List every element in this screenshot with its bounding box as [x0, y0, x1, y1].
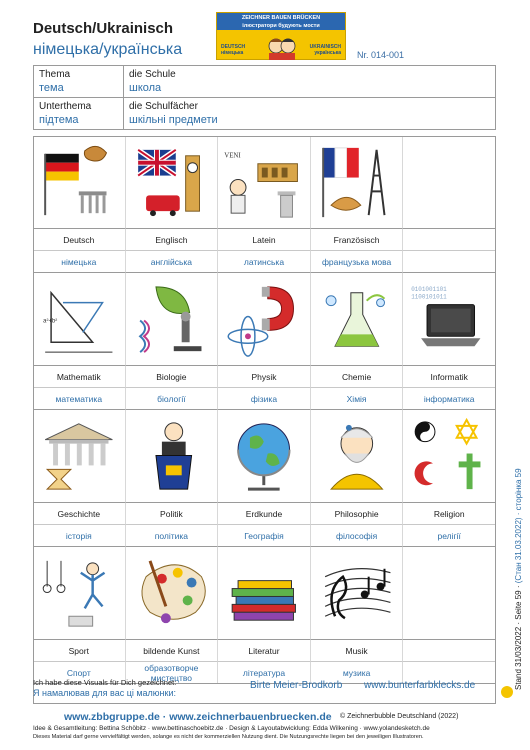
logo-right-label: UKRAINISCH українська [309, 44, 341, 56]
colosseum-column-icon [218, 136, 311, 229]
subject-label-uk: філософія [311, 525, 404, 547]
speaker-podium-icon-drawing [126, 410, 218, 502]
thema-value-uk: школа [129, 82, 162, 94]
speaker-podium-icon [126, 410, 219, 503]
gymnast-icon [33, 547, 126, 640]
subject-label-de: Religion [403, 503, 496, 525]
subject-row [33, 136, 496, 273]
usage-notice: Dieses Material darf gerne vervielfältigt werden, solange es nicht der kommerziellen Nutzung dient. Die Nutzungsrechte liegen bei den jeweiligen Illustratoren. [33, 734, 424, 740]
subject-label-uk: релігії [403, 525, 496, 547]
subject-card [218, 136, 311, 273]
germany-flag-icon-drawing [33, 136, 125, 228]
visuals-credit-uk: Я намалював для вас ці малюнки: [33, 688, 176, 698]
subject-label-uk: Спорт [33, 662, 126, 684]
subject-label-de: Sport [33, 640, 126, 662]
empty-picture-slot [403, 136, 496, 229]
copyright-notice: © Zeichnerbubble Deutschland (2022) [340, 713, 459, 720]
topic-table [33, 65, 496, 130]
subject-row [33, 547, 496, 684]
subject-card [126, 273, 219, 410]
subject-card [33, 273, 126, 410]
subject-label-uk: біології [126, 388, 219, 410]
subject-card [403, 136, 496, 273]
flask-icon [311, 273, 404, 366]
svg-text:a²+b²: a²+b² [43, 318, 58, 325]
subject-label-uk: латинська [218, 251, 311, 273]
page-stamp [514, 468, 523, 690]
subject-card [403, 410, 496, 547]
religion-symbols-icon [403, 410, 496, 503]
geometry-tools-icon [33, 273, 126, 366]
subject-row [33, 273, 496, 410]
subject-label-uk: німецька [33, 251, 126, 273]
subject-card [403, 273, 496, 410]
germany-flag-icon [33, 136, 126, 229]
svg-text:1100101011: 1100101011 [411, 293, 448, 301]
unterthema-value-de: die Schulfächer [129, 101, 198, 112]
thinker-icon-drawing [311, 410, 403, 502]
thema-label-cell [34, 66, 124, 98]
subject-card [126, 410, 219, 547]
subject-label-de: Musik [311, 640, 404, 662]
books-icon [218, 547, 311, 640]
gymnast-icon-drawing [33, 547, 125, 639]
unterthema-value-uk: шкільні предмети [129, 114, 218, 126]
leaf-microscope-icon-drawing [126, 273, 218, 365]
subject-label-de: Informatik [403, 366, 496, 388]
music-notes-icon-drawing [311, 547, 403, 639]
empty-picture-slot [403, 547, 496, 640]
subject-label-de: Politik [126, 503, 219, 525]
subject-card [33, 136, 126, 273]
magnet-atom-icon [218, 273, 311, 366]
subject-card [33, 410, 126, 547]
empty-drawing [403, 136, 495, 228]
subject-label-uk: математика [33, 388, 126, 410]
palette-icon-drawing [126, 547, 218, 639]
subject-label-de: bildende Kunst [126, 640, 219, 662]
unterthema-label-de: Unterthema [39, 101, 92, 112]
uk-flag-bigben-icon [126, 136, 219, 229]
subject-card [126, 547, 219, 684]
subject-label-de: Englisch [126, 229, 219, 251]
thema-value-cell [124, 66, 496, 98]
subject-label-de: Biologie [126, 366, 219, 388]
subject-label-uk [403, 251, 496, 273]
subject-row [33, 410, 496, 547]
subject-card [218, 273, 311, 410]
subject-card [311, 547, 404, 684]
france-eiffel-icon-drawing [311, 136, 403, 228]
zeichner-bauen-bruecken-logo [216, 12, 346, 60]
illustrator-website-link[interactable]: www.bunterfarbklecks.de [364, 680, 476, 691]
subject-label-de: Mathematik [33, 366, 126, 388]
subject-card [311, 136, 404, 273]
laptop-icon-drawing [403, 273, 495, 365]
subject-label-de: Erdkunde [218, 503, 311, 525]
svg-text:0101001101: 0101001101 [411, 285, 448, 293]
subject-label-uk: політика [126, 525, 219, 547]
subject-label-uk: музика [311, 662, 404, 684]
subject-card [311, 273, 404, 410]
unterthema-value-cell [124, 98, 496, 130]
sheet-number: Nr. 014-001 [357, 50, 405, 60]
logo-banner: ZEICHNER BAUEN BRÜCKEN ілюстратори будують мости [217, 13, 345, 30]
subject-label-uk: Географія [218, 525, 311, 547]
subject-label-de [403, 229, 496, 251]
subject-label-uk: образотворче мистецтво [126, 662, 219, 684]
leaf-microscope-icon [126, 273, 219, 366]
subject-label-uk: історія [33, 525, 126, 547]
subject-card [218, 547, 311, 684]
subject-label-uk: Хімія [311, 388, 404, 410]
france-eiffel-icon [311, 136, 404, 229]
page-title-ukrainian: німецька/українська [33, 41, 183, 58]
page-title-german: Deutsch/Ukrainisch [33, 20, 174, 37]
music-notes-icon [311, 547, 404, 640]
geometry-tools-icon-drawing [33, 273, 125, 365]
page-stamp-de: Stand 31/03/2022 · Seite 59 · [514, 583, 523, 690]
illustrator-name: Birte Meier-Brodkorb [250, 680, 343, 691]
subject-label-uk: французька мова [311, 251, 404, 273]
subject-label-de: Philosophie [311, 503, 404, 525]
subject-card [218, 410, 311, 547]
subject-label-uk: інформатика [403, 388, 496, 410]
project-urls[interactable]: www.zbbgruppe.de · www.zeichnerbauenbruecken.de [64, 711, 332, 723]
subject-label-de [403, 640, 496, 662]
uk-flag-bigben-icon-drawing [126, 136, 218, 228]
faces-icon [267, 32, 297, 60]
subject-card [33, 547, 126, 684]
globe-icon-drawing [218, 410, 310, 502]
thema-value-de: die Schule [129, 69, 176, 80]
temple-hourglass-icon [33, 410, 126, 503]
subject-label-de: Chemie [311, 366, 404, 388]
subject-label-de: Deutsch [33, 229, 126, 251]
unterthema-label-cell [34, 98, 124, 130]
subject-label-de: Physik [218, 366, 311, 388]
thema-label-de: Thema [39, 69, 71, 80]
thema-label-uk: тема [39, 82, 64, 94]
subject-label-uk: фізика [218, 388, 311, 410]
logo-left-label: DEUTSCH німецька [221, 44, 246, 56]
subject-card [311, 410, 404, 547]
colosseum-column-icon-drawing [218, 136, 310, 228]
palette-icon [126, 547, 219, 640]
visuals-credit-de: Ich habe diese Visuals für Dich gezeichnet: [33, 678, 177, 687]
svg-text:VENI: VENI [224, 152, 241, 160]
magnet-atom-icon-drawing [218, 273, 310, 365]
page-stamp-uk: (Стан 31.03.2022) · сторінка 59 [514, 468, 523, 584]
temple-hourglass-icon-drawing [33, 410, 125, 502]
laptop-icon [403, 273, 496, 366]
flask-icon-drawing [311, 273, 403, 365]
subject-label-de: Geschichte [33, 503, 126, 525]
books-icon-drawing [218, 547, 310, 639]
yellow-dot [501, 686, 513, 698]
subject-label-uk: англійська [126, 251, 219, 273]
subject-card [126, 136, 219, 273]
subject-label-de: Literatur [218, 640, 311, 662]
globe-icon [218, 410, 311, 503]
empty-drawing [403, 547, 495, 639]
subject-card [403, 547, 496, 684]
subject-label-de: Latein [218, 229, 311, 251]
subject-label-uk: література [218, 662, 311, 684]
thinker-icon [311, 410, 404, 503]
religion-symbols-icon-drawing [403, 410, 495, 502]
subject-label-de: Französisch [311, 229, 404, 251]
unterthema-label-uk: підтема [39, 114, 79, 126]
credits-line: Idee & Gesamtleitung: Bettina Schöbitz · www.bettinaschoebitz.de · Design & Layoutabwicklung: Edda Wilkening · www.yolandesketch.de [33, 725, 430, 732]
